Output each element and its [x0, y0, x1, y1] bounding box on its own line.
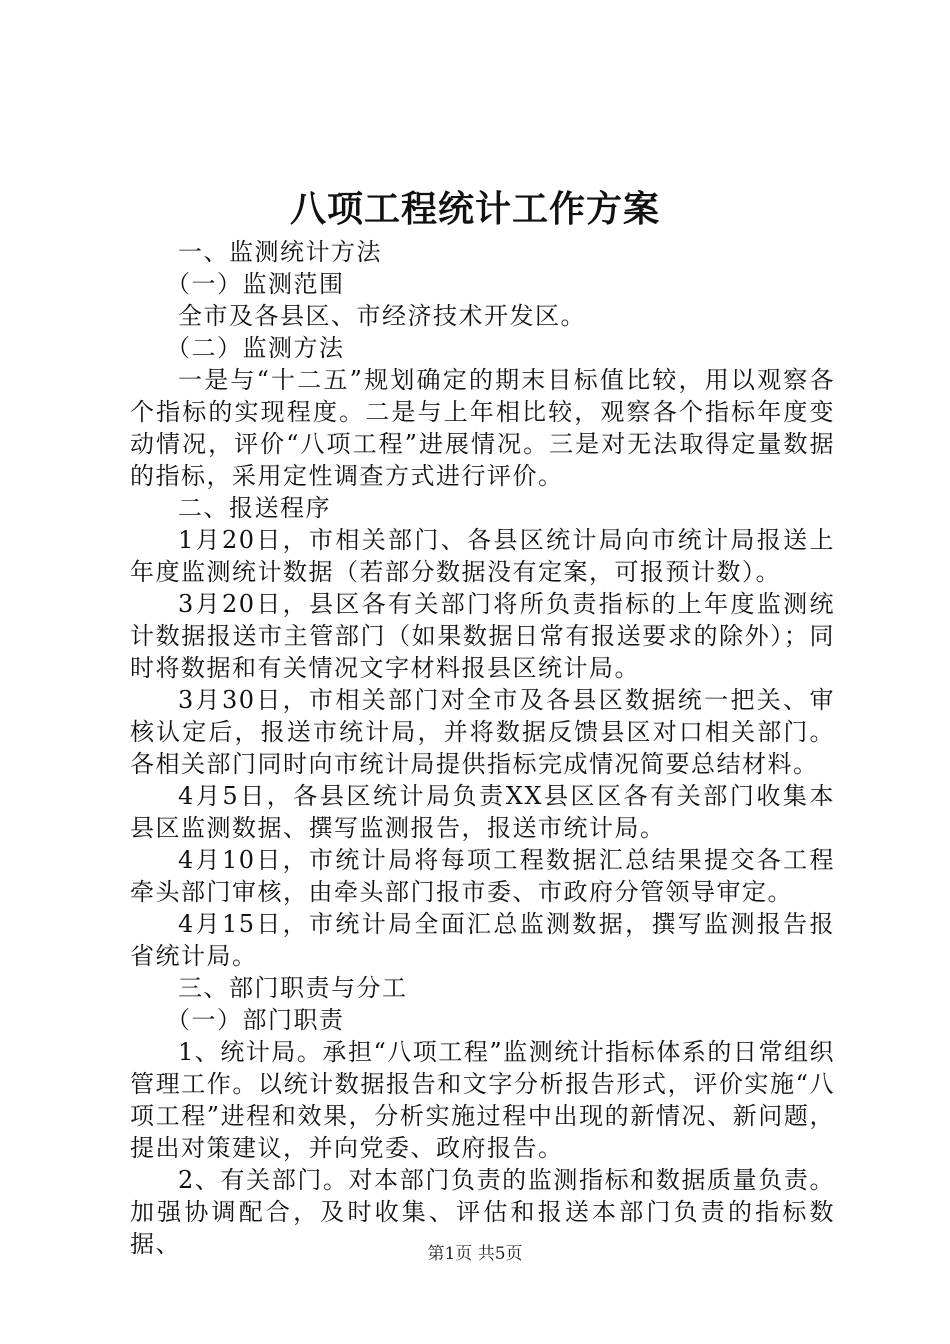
- subsection-heading-duties: （一）部门职责: [166, 1006, 345, 1034]
- paragraph-mar-30: 3月30日，市相关部门对全市及各县区数据统一把关、审核认定后，报送市统计局，并将数据反馈县区对口相关部门。各相关部门同时向市统计局提供指标完成情况简要总结材料。: [130, 686, 835, 778]
- section-heading-1: 一、监测统计方法: [178, 238, 382, 266]
- section-heading-2: 二、报送程序: [178, 494, 331, 522]
- subsection-heading-method: （二）监测方法: [166, 334, 345, 362]
- paragraph-method: 一是与“十二五”规划确定的期末目标值比较，用以观察各个指标的实现程度。二是与上年相比较，观察各个指标年度变动情况，评价“八项工程”进展情况。三是对无法取得定量数据的指标，采用定性调查方式进行评价。: [130, 366, 835, 490]
- paragraph-mar-20: 3月20日，县区各有关部门将所负责指标的上年度监测统计数据报送市主管部门（如果数据日常有报送要求的除外）；同时将数据和有关情况文字材料报县区统计局。: [130, 590, 835, 682]
- paragraph-jan-20: 1月20日，市相关部门、各县区统计局向市统计局报送上年度监测统计数据（若部分数据没有定案，可报预计数）。: [130, 526, 835, 586]
- paragraph-statistics-bureau: 1、统计局。承担“八项工程”监测统计指标体系的日常组织管理工作。以统计数据报告和文字分析报告形式，评价实施“八项工程”进程和效果，分析实施过程中出现的新情况、新问题，提出对策建议，并向党委、政府报告。: [130, 1038, 835, 1162]
- paragraph-apr-10: 4月10日，市统计局将每项工程数据汇总结果提交各工程牵头部门审核，由牵头部门报市委、市政府分管领导审定。: [130, 846, 835, 906]
- page-number-footer: 第1页 共5页: [427, 1244, 523, 1264]
- paragraph-related-departments: 2、有关部门。对本部门负责的监测指标和数据质量负责。加强协调配合，及时收集、评估和报送本部门负责的指标数据、: [130, 1166, 835, 1258]
- paragraph-apr-5: 4月5日，各县区统计局负责XX县区区各有关部门收集本县区监测数据、撰写监测报告，报送市统计局。: [130, 782, 835, 842]
- paragraph-apr-15: 4月15日，市统计局全面汇总监测数据，撰写监测报告报省统计局。: [130, 910, 835, 970]
- document-body: [130, 236, 835, 1260]
- paragraph-scope: 全市及各县区、市经济技术开发区。: [178, 302, 586, 330]
- section-heading-3: 三、部门职责与分工: [178, 974, 408, 1002]
- document-title: 八项工程统计工作方案: [289, 188, 660, 230]
- subsection-heading-scope: （一）监测范围: [166, 270, 345, 298]
